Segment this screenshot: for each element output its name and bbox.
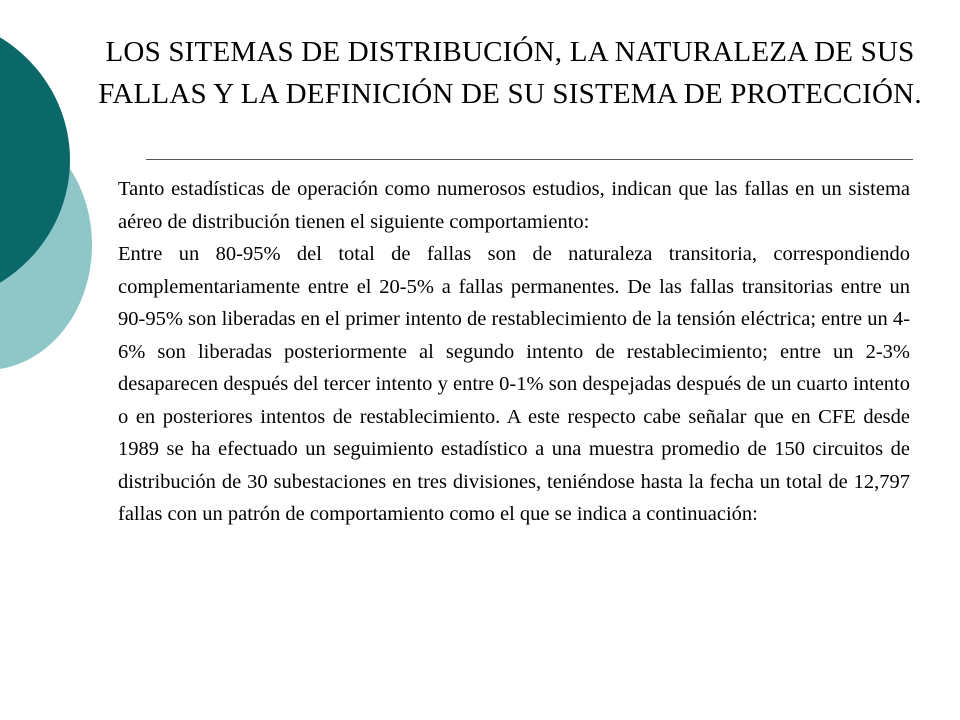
slide-body xyxy=(118,173,910,531)
body-paragraph-intro: Tanto estadísticas de operación como numerosos estudios, indican que las fallas en un sistema aéreo de distribución tienen el siguiente comportamiento: xyxy=(118,178,910,233)
slide-title: LOS SITEMAS DE DISTRIBUCIÓN, LA NATURALEZA DE SUS FALLAS Y LA DEFINICIÓN DE SU SISTEMA DE PROTECCIÓN. xyxy=(98,36,922,110)
body-paragraph-statistics: Entre un 80-95% del total de fallas son de naturaleza transitoria, correspondiendo complementariamente entre el 20-5% a fallas permanentes. De las fallas transitorias entre un 90-95% son liberadas en el primer intento de restablecimiento de la tensión eléctrica; entre un 4-6% son liberadas posteriormente al segundo intento de restablecimiento; entre un 2-3% desaparecen después del tercer intento y entre 0-1% son despejadas después de un cuarto intento o en posteriores intentos de restablecimiento. A este respecto cabe señalar que en CFE desde 1989 se ha efectuado un seguimiento estadístico a una muestra promedio de 150 circuitos de distribución de 30 subestaciones en tres divisiones, teniéndose hasta la fecha un total de 12,797 fallas con un patrón de comportamiento como el que se indica a continuación: xyxy=(118,243,910,525)
title-divider xyxy=(146,159,913,160)
